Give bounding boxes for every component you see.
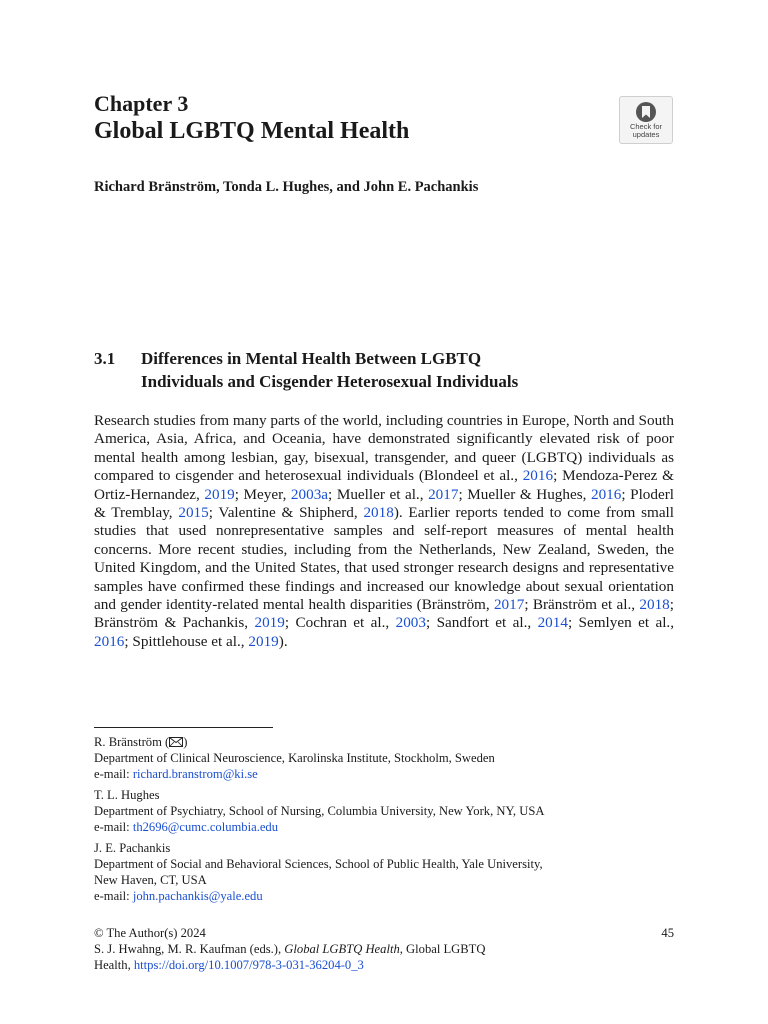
department: Department of Social and Behavioral Sciences, School of Public Health, Yale University, (94, 857, 543, 871)
body-paragraph (94, 412, 674, 651)
body-text: ; Semlyen et al., (567, 614, 675, 632)
body-text: ; Ploderl & Tremblay, (94, 485, 675, 522)
citation-link[interactable]: 2018 (363, 504, 394, 522)
section-title (141, 347, 681, 393)
section-title-line-1: Differences in Mental Health Between LGBTQ (141, 349, 482, 368)
email-label: e-mail: (94, 767, 133, 781)
email-link[interactable]: th2696@cumc.columbia.edu (132, 820, 279, 834)
author-list: Richard Bränström, Tonda L. Hughes, and John E. Pachankis (94, 179, 479, 195)
footnote-divider (94, 727, 273, 728)
page-number: 45 (661, 926, 674, 940)
email-label: e-mail: (94, 820, 133, 834)
citation-link[interactable]: 2019 (254, 614, 285, 632)
badge-text-1: Check for (629, 122, 663, 131)
doi-link[interactable]: https://doi.org/10.1007/978-3-031-36204-0_3 (133, 958, 364, 972)
page-footer (94, 925, 674, 973)
body-text: Research studies from many parts of the world, including countries in Europe, North and South America, Asia, Africa, and Oceania, have demonstrated significantly elevated risk of poor mental health among lesbian, gay, bisexual, transgender, and queer (LGBTQ) individuals as compared to cisgender and heterosexual individuals (Blondeel et al., (94, 412, 674, 485)
body-text: ; Meyer, (234, 485, 291, 503)
chapter-label: Chapter 3 (94, 91, 189, 116)
copyright: © The Author(s) 2024 (94, 926, 206, 940)
body-text: ; Mendoza-Perez & Ortiz-Hernandez, (94, 467, 674, 503)
envelope-icon (169, 737, 183, 747)
section-number: 3.1 (94, 349, 116, 368)
body-text: ). (278, 632, 288, 650)
citation-link[interactable]: 2014 (537, 614, 568, 632)
body-text: ; Spittlehouse et al., (124, 632, 249, 650)
email-link[interactable]: john.pachankis@yale.edu (132, 889, 263, 903)
citation-link[interactable]: 2018 (639, 596, 670, 614)
affiliation-branstrom (94, 734, 674, 782)
body-text: ; Valentine & Shipherd, (208, 504, 364, 522)
department-cont: New Haven, CT, USA (94, 873, 207, 887)
chapter-title: Global LGBTQ Mental Health (94, 118, 410, 144)
affiliation-pachankis (94, 840, 674, 904)
bookmark-icon (635, 101, 657, 123)
citation-link[interactable]: 2003a (290, 485, 329, 503)
series: , Global LGBTQ (399, 942, 486, 956)
author-name: T. L. Hughes (94, 788, 160, 802)
citation-link[interactable]: 2019 (248, 632, 279, 650)
citation-link[interactable]: 2016 (522, 467, 554, 485)
author-name-end: ) (183, 735, 188, 749)
book-title: Global LGBTQ Health (284, 942, 400, 956)
badge-text-2: updates (632, 130, 660, 139)
check-for-updates-badge[interactable] (619, 96, 673, 144)
section-title-line-2: Individuals and Cisgender Heterosexual Individuals (141, 372, 519, 391)
body-text: ; Cochran et al., (284, 614, 396, 632)
citation-link[interactable]: 2003 (395, 614, 426, 632)
citation-link[interactable]: 2016 (590, 485, 622, 503)
author-name: J. E. Pachankis (94, 841, 171, 855)
citation-link[interactable]: 2019 (204, 485, 235, 503)
department: Department of Psychiatry, School of Nursing, Columbia University, New York, NY, USA (94, 804, 545, 818)
email-label: e-mail: (94, 889, 133, 903)
body-text: ). Earlier reports tended to come from small studies that used nonrepresentative samples and self-report measures of mental health concerns. More recent studies, including from the Netherlands, New Zealand, Sweden, the United Kingdom, and the United States, that used stronger research designs and representative samples have confirmed these findings and increased our knowledge about sexual orientation and gender identity-related mental health disparities (Bränström, (94, 504, 674, 614)
body-text: ; Mueller et al., (328, 485, 429, 503)
body-text: ; Mueller & Hughes, (458, 485, 591, 503)
citation-link[interactable]: 2016 (94, 632, 125, 650)
email-link[interactable]: richard.branstrom@ki.se (132, 767, 258, 781)
affiliation-hughes (94, 787, 674, 835)
body-text: ; Bränström et al., (524, 596, 640, 614)
author-name: R. Bränström ( (94, 735, 170, 749)
series-cont: Health, (94, 958, 134, 972)
citation-link[interactable]: 2015 (178, 504, 209, 522)
citation-link[interactable]: 2017 (428, 485, 459, 503)
body-text: ; Sandfort et al., (425, 614, 538, 632)
citation-link[interactable]: 2017 (493, 596, 525, 614)
department: Department of Clinical Neuroscience, Karolinska Institute, Stockholm, Sweden (94, 751, 495, 765)
editors: S. J. Hwahng, M. R. Kaufman (eds.), (94, 942, 285, 956)
body-text: ; Bränström & Pachankis, (94, 596, 674, 632)
